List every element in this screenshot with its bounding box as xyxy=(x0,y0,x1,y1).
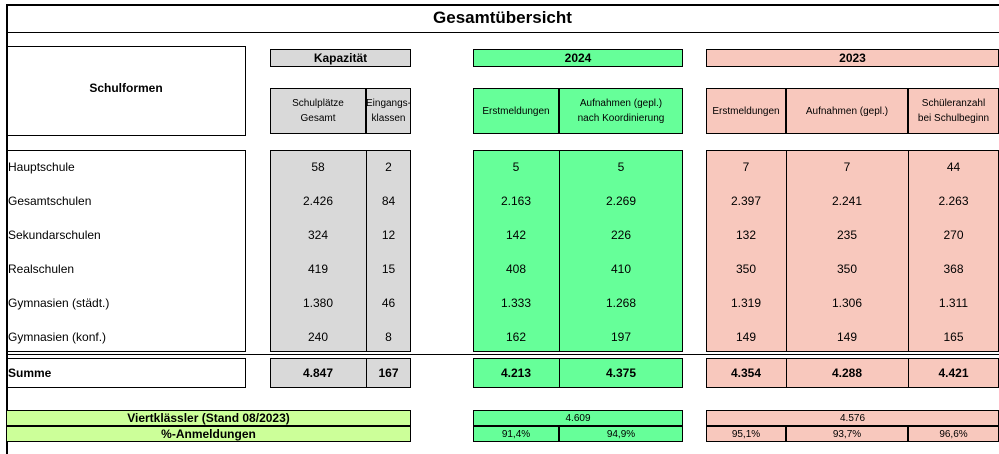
subheader-schueleranzahl: Schüleranzahl bei Schulbeginn xyxy=(908,88,999,134)
anmeldungen-cell: 91,4% xyxy=(473,426,559,442)
summe-cell: 167 xyxy=(378,366,399,380)
table-cell: 410 xyxy=(610,262,632,276)
summe-cell: 4.354 xyxy=(730,366,762,380)
table-cell: 7 xyxy=(742,160,750,174)
table-cell: 2 xyxy=(385,160,392,174)
anmeldungen-cell: 94,9% xyxy=(559,426,683,442)
viertklaessler-label: Viertklässler (Stand 08/2023) xyxy=(6,410,411,426)
table-cell: 350 xyxy=(836,262,858,276)
row-label-gymnasien-staedt: Gymnasien (städt.) xyxy=(8,296,110,310)
table-cell: 240 xyxy=(307,330,329,344)
summe-top-line xyxy=(6,354,999,355)
subheader-aufnahmen-2023: Aufnahmen (gepl.) xyxy=(786,88,908,134)
subheader-schulplaetze: Schulplätze Gesamt xyxy=(270,88,366,134)
table-cell: 368 xyxy=(943,262,964,276)
page-title: Gesamtübersicht xyxy=(433,8,572,27)
anmeldungen-label: %-Anmeldungen xyxy=(6,426,411,442)
table-cell: 7 xyxy=(843,160,851,174)
table-cell: 270 xyxy=(943,228,964,242)
table-cell: 2.263 xyxy=(938,194,969,208)
table-cell: 1.319 xyxy=(730,296,762,310)
table-cell: 5 xyxy=(512,160,520,174)
title-divider xyxy=(6,32,999,33)
table-cell: 2.163 xyxy=(500,194,532,208)
viertklaessler-2024: 4.609 xyxy=(473,410,683,426)
table-cell: 350 xyxy=(735,262,757,276)
table-cell: 58 xyxy=(311,160,325,174)
table-cell: 8 xyxy=(385,330,392,344)
header-kapazitaet: Kapazität xyxy=(270,49,411,67)
viertklaessler-2023: 4.576 xyxy=(706,410,999,426)
anmeldungen-cell: 95,1% xyxy=(706,426,786,442)
table-cell: 149 xyxy=(735,330,757,344)
table-cell: 419 xyxy=(307,262,329,276)
summe-cell: 4.421 xyxy=(938,366,969,380)
subheader-eingangsklassen: Eingangs- klassen xyxy=(366,88,411,134)
anmeldungen-cell: 93,7% xyxy=(786,426,908,442)
table-cell: 235 xyxy=(836,228,858,242)
subheader-aufnahmen-2024: Aufnahmen (gepl.) nach Koordinierung xyxy=(559,88,683,134)
table-cell: 132 xyxy=(735,228,757,242)
table-cell: 15 xyxy=(381,262,396,276)
header-2024: 2024 xyxy=(473,49,683,67)
table-cell: 197 xyxy=(610,330,632,344)
table-cell: 1.333 xyxy=(500,296,532,310)
table-cell: 162 xyxy=(505,330,527,344)
table-cell: 2.241 xyxy=(831,194,863,208)
table-cell: 226 xyxy=(610,228,632,242)
table-cell: 2.269 xyxy=(605,194,637,208)
summe-cell: 4.213 xyxy=(500,366,532,380)
summe-label: Summe xyxy=(8,366,52,380)
subheader-erstmeldungen-2024: Erstmeldungen xyxy=(473,88,559,134)
row-label-gymnasien-konf: Gymnasien (konf.) xyxy=(8,330,107,344)
header-2023: 2023 xyxy=(706,49,999,67)
table-cell: 1.306 xyxy=(831,296,863,310)
table-cell: 44 xyxy=(946,160,961,174)
table-cell: 84 xyxy=(381,194,396,208)
subheader-erstmeldungen-2023: Erstmeldungen xyxy=(706,88,786,134)
table-cell: 142 xyxy=(505,228,527,242)
table-cell: 324 xyxy=(307,228,329,242)
table-cell: 2.397 xyxy=(730,194,762,208)
row-label-hauptschule: Hauptschule xyxy=(8,160,75,174)
schulformen-header: Schulformen xyxy=(6,46,246,136)
table-cell: 12 xyxy=(381,228,396,242)
table-cell: 5 xyxy=(617,160,625,174)
table-cell: 149 xyxy=(836,330,858,344)
summe-cell: 4.847 xyxy=(302,366,334,380)
summe-cell: 4.375 xyxy=(605,366,637,380)
row-label-sekundarschulen: Sekundarschulen xyxy=(8,228,101,242)
table-cell: 46 xyxy=(381,296,396,310)
table-cell: 165 xyxy=(943,330,964,344)
table-cell: 1.268 xyxy=(605,296,637,310)
row-label-gesamtschulen: Gesamtschulen xyxy=(8,194,92,208)
table-cell: 408 xyxy=(505,262,527,276)
summe-cell: 4.288 xyxy=(831,366,863,380)
anmeldungen-cell: 96,6% xyxy=(908,426,999,442)
table-cell: 2.426 xyxy=(302,194,334,208)
table-cell: 1.311 xyxy=(938,296,969,310)
table-cell: 1.380 xyxy=(302,296,334,310)
row-label-realschulen: Realschulen xyxy=(8,262,75,276)
